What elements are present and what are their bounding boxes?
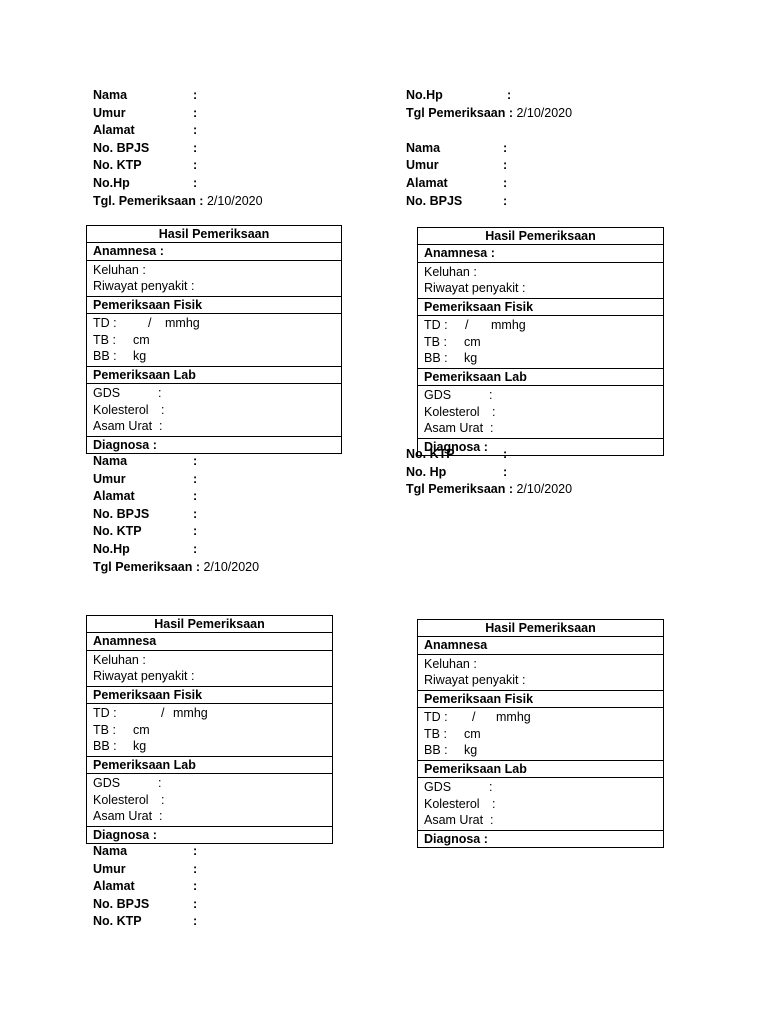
td-line [93,315,341,332]
colon: : [193,158,198,173]
colon: : [492,796,496,811]
alamat-row [93,488,259,506]
td-label: TD : [93,316,117,330]
bb-label: BB : [93,349,117,363]
alamat-row [93,122,263,140]
keluhan-line: Keluhan : [424,656,477,671]
colon: : [158,386,162,400]
fisik-group [418,708,663,761]
nama-label: Nama [93,844,128,858]
umur-row [93,861,198,879]
lab-header: Pemeriksaan Lab [418,761,663,779]
tb-unit: cm [133,722,150,737]
colon: : [193,844,198,858]
tb-unit: cm [464,726,481,741]
nama-label: Nama [406,140,441,155]
card-title: Hasil Pemeriksaan [418,228,663,245]
td-unit: mmhg [491,318,526,332]
anamnesa-header: Anamnesa [418,637,663,655]
umur-row [93,471,259,489]
bpjs-row [93,896,198,914]
kolesterol-label: Kolesterol [93,402,149,417]
gds-line [93,385,341,402]
colon: : [193,524,198,539]
bb-line [93,348,341,365]
asam-urat-line [424,812,663,829]
exam-card-3 [86,615,333,844]
anamnesa-group [418,655,663,691]
hp-label: No. Hp [406,464,447,479]
colon: : [193,914,198,929]
kolesterol-label: Kolesterol [93,792,149,807]
diagnosa-line: Diagnosa : [93,827,157,842]
keluhan-line: Keluhan : [424,264,477,279]
bb-label: BB : [424,351,448,365]
tgl-label: Tgl Pemeriksaan : [93,559,204,574]
td-label: TD : [93,706,117,720]
td-line [424,317,663,334]
anamnesa-group [87,651,332,687]
fisik-header: Pemeriksaan Fisik [418,691,663,709]
tb-line [424,334,663,351]
ktp-label: No. KTP [406,447,455,461]
bpjs-row [93,140,263,158]
hp-row [406,464,572,482]
colon: : [193,541,198,556]
colon: : [193,105,198,120]
alamat-row [93,878,198,896]
tb-label: TB : [93,332,116,347]
asam-urat-label: Asam Urat [93,809,153,823]
asam-urat-line [93,808,332,825]
colon: : [489,780,493,794]
asam-urat-label: Asam Urat [424,421,484,435]
umur-row [406,157,572,175]
umur-label: Umur [93,105,126,120]
hp-label: No.Hp [93,541,130,556]
ktp-row [93,913,198,931]
asam-urat-label: Asam Urat [93,419,153,433]
colon: : [193,123,198,138]
tb-label: TB : [424,726,447,741]
patient-info-left-3 [93,843,198,931]
lab-group [87,774,332,827]
tb-unit: cm [464,334,481,349]
colon: : [161,402,165,417]
colon: : [159,419,163,433]
hp-row [93,175,263,193]
gds-label: GDS [424,780,452,794]
colon: : [193,489,198,504]
hp-row [93,541,259,559]
colon: : [490,421,494,435]
diagnosa-line: Diagnosa : [424,439,488,454]
colon: : [489,388,493,402]
gds-line [424,387,663,404]
riwayat-line: Riwayat penyakit : [93,279,195,293]
colon: : [507,88,512,102]
anamnesa-group [87,261,341,297]
nama-label: Nama [93,88,128,102]
bb-label: BB : [424,743,448,757]
ktp-label: No. KTP [93,524,142,539]
nama-row [93,843,198,861]
td-unit: mmhg [173,706,208,720]
colon: : [503,193,508,208]
lab-header: Pemeriksaan Lab [87,757,332,775]
ktp-row [406,446,572,464]
tgl-row [406,105,572,123]
alamat-label: Alamat [406,175,448,190]
bb-line [424,350,663,367]
anamnesa-group [418,263,663,299]
td-unit: mmhg [165,316,200,330]
tgl-value: 2/10/2020 [516,105,573,120]
card-title: Hasil Pemeriksaan [87,226,341,243]
bb-unit: kg [133,349,147,363]
td-label: TD : [424,710,448,724]
hp-label: No.Hp [406,88,443,102]
ktp-row [93,523,259,541]
tb-unit: cm [133,332,150,347]
fisik-group [418,316,663,369]
tgl-row [93,193,263,211]
keluhan-line: Keluhan : [93,652,146,667]
bpjs-label: No. BPJS [93,140,150,155]
asam-urat-line [93,418,341,435]
colon: : [503,175,508,190]
patient-info-left-2 [93,453,259,576]
tgl-row [406,481,572,499]
tb-label: TB : [93,722,116,737]
colon: : [193,454,198,468]
tb-line [93,722,332,739]
umur-label: Umur [406,158,439,173]
colon: : [159,809,163,823]
gds-label: GDS [93,386,121,400]
tgl-label: Tgl. Pemeriksaan : [93,193,207,208]
lab-group [418,778,663,831]
ktp-label: No. KTP [93,914,142,929]
colon: : [193,140,198,155]
colon: : [503,140,508,155]
keluhan-line: Keluhan : [93,262,146,277]
card-title: Hasil Pemeriksaan [418,620,663,637]
alamat-label: Alamat [93,879,135,894]
td-label: TD : [424,318,448,332]
colon: : [193,896,198,911]
bb-unit: kg [464,743,478,757]
exam-card-2 [417,227,664,456]
colon: : [490,813,494,827]
bb-line [93,738,332,755]
fisik-header: Pemeriksaan Fisik [418,299,663,317]
ktp-label: No. KTP [93,158,142,173]
td-line [93,705,332,722]
bpjs-label: No. BPJS [93,506,150,521]
fisik-header: Pemeriksaan Fisik [87,687,332,705]
fisik-header: Pemeriksaan Fisik [87,297,341,315]
anamnesa-header: Anamnesa : [418,245,663,263]
colon: : [193,506,198,521]
nama-label: Nama [93,454,128,468]
tgl-value: 2/10/2020 [203,559,260,574]
colon: : [193,861,198,876]
tb-line [424,726,663,743]
colon: : [503,464,508,479]
tgl-value: 2/10/2020 [516,482,573,497]
gds-label: GDS [424,388,452,402]
kolesterol-line [93,792,332,809]
nama-row [93,87,263,105]
colon: : [193,88,198,102]
alamat-label: Alamat [93,123,135,138]
colon: : [503,158,508,173]
diagnosa-line: Diagnosa : [424,831,488,846]
kolesterol-label: Kolesterol [424,404,480,419]
bb-line [424,742,663,759]
riwayat-line: Riwayat penyakit : [93,669,195,683]
bpjs-row [406,193,572,211]
kolesterol-label: Kolesterol [424,796,480,811]
td-line [424,709,663,726]
gds-line [93,775,332,792]
tb-line [93,332,341,349]
nama-row [93,453,259,471]
bpjs-label: No. BPJS [93,896,150,911]
gds-line [424,779,663,796]
gds-label: GDS [93,776,121,790]
lab-group [418,386,663,439]
bb-label: BB : [93,739,117,753]
hp-row [406,87,572,105]
patient-info-left-1 [93,87,263,210]
asam-urat-label: Asam Urat [424,813,484,827]
asam-urat-line [424,420,663,437]
nama-row [406,140,572,158]
fisik-group [87,704,332,757]
colon: : [193,175,198,190]
bpjs-row [93,506,259,524]
tgl-row [93,559,259,577]
umur-label: Umur [93,471,126,486]
colon: : [158,776,162,790]
colon: : [161,792,165,807]
td-unit: mmhg [496,710,531,724]
fisik-group [87,314,341,367]
tgl-value: 2/10/2020 [206,193,263,208]
umur-row [93,105,263,123]
bb-unit: kg [464,351,478,365]
anamnesa-header: Anamnesa : [87,243,341,261]
hp-label: No.Hp [93,175,130,190]
colon: : [492,404,496,419]
tgl-label: Tgl Pemeriksaan : [406,105,517,120]
alamat-row [406,175,572,193]
lab-header: Pemeriksaan Lab [87,367,341,385]
kolesterol-line [424,404,663,421]
td-slash: / [465,318,469,332]
colon: : [193,879,198,894]
td-slash: / [161,706,165,720]
patient-info-right-1 [406,87,572,210]
riwayat-line: Riwayat penyakit : [424,281,526,295]
card-title: Hasil Pemeriksaan [87,616,332,633]
diagnosa-line: Diagnosa : [93,437,157,452]
anamnesa-header: Anamnesa [87,633,332,651]
lab-header: Pemeriksaan Lab [418,369,663,387]
patient-info-right-2 [406,446,572,499]
td-slash: / [148,316,152,330]
alamat-label: Alamat [93,489,135,504]
bb-unit: kg [133,739,147,753]
kolesterol-line [424,796,663,813]
tgl-label: Tgl Pemeriksaan : [406,482,517,497]
bpjs-label: No. BPJS [406,193,463,208]
umur-label: Umur [93,861,126,876]
colon: : [503,447,508,461]
exam-card-4 [417,619,664,848]
riwayat-line: Riwayat penyakit : [424,673,526,687]
kolesterol-line [93,402,341,419]
ktp-row [93,157,263,175]
colon: : [193,471,198,486]
td-slash: / [472,710,476,724]
exam-card-1 [86,225,342,454]
lab-group [87,384,341,437]
tb-label: TB : [424,334,447,349]
